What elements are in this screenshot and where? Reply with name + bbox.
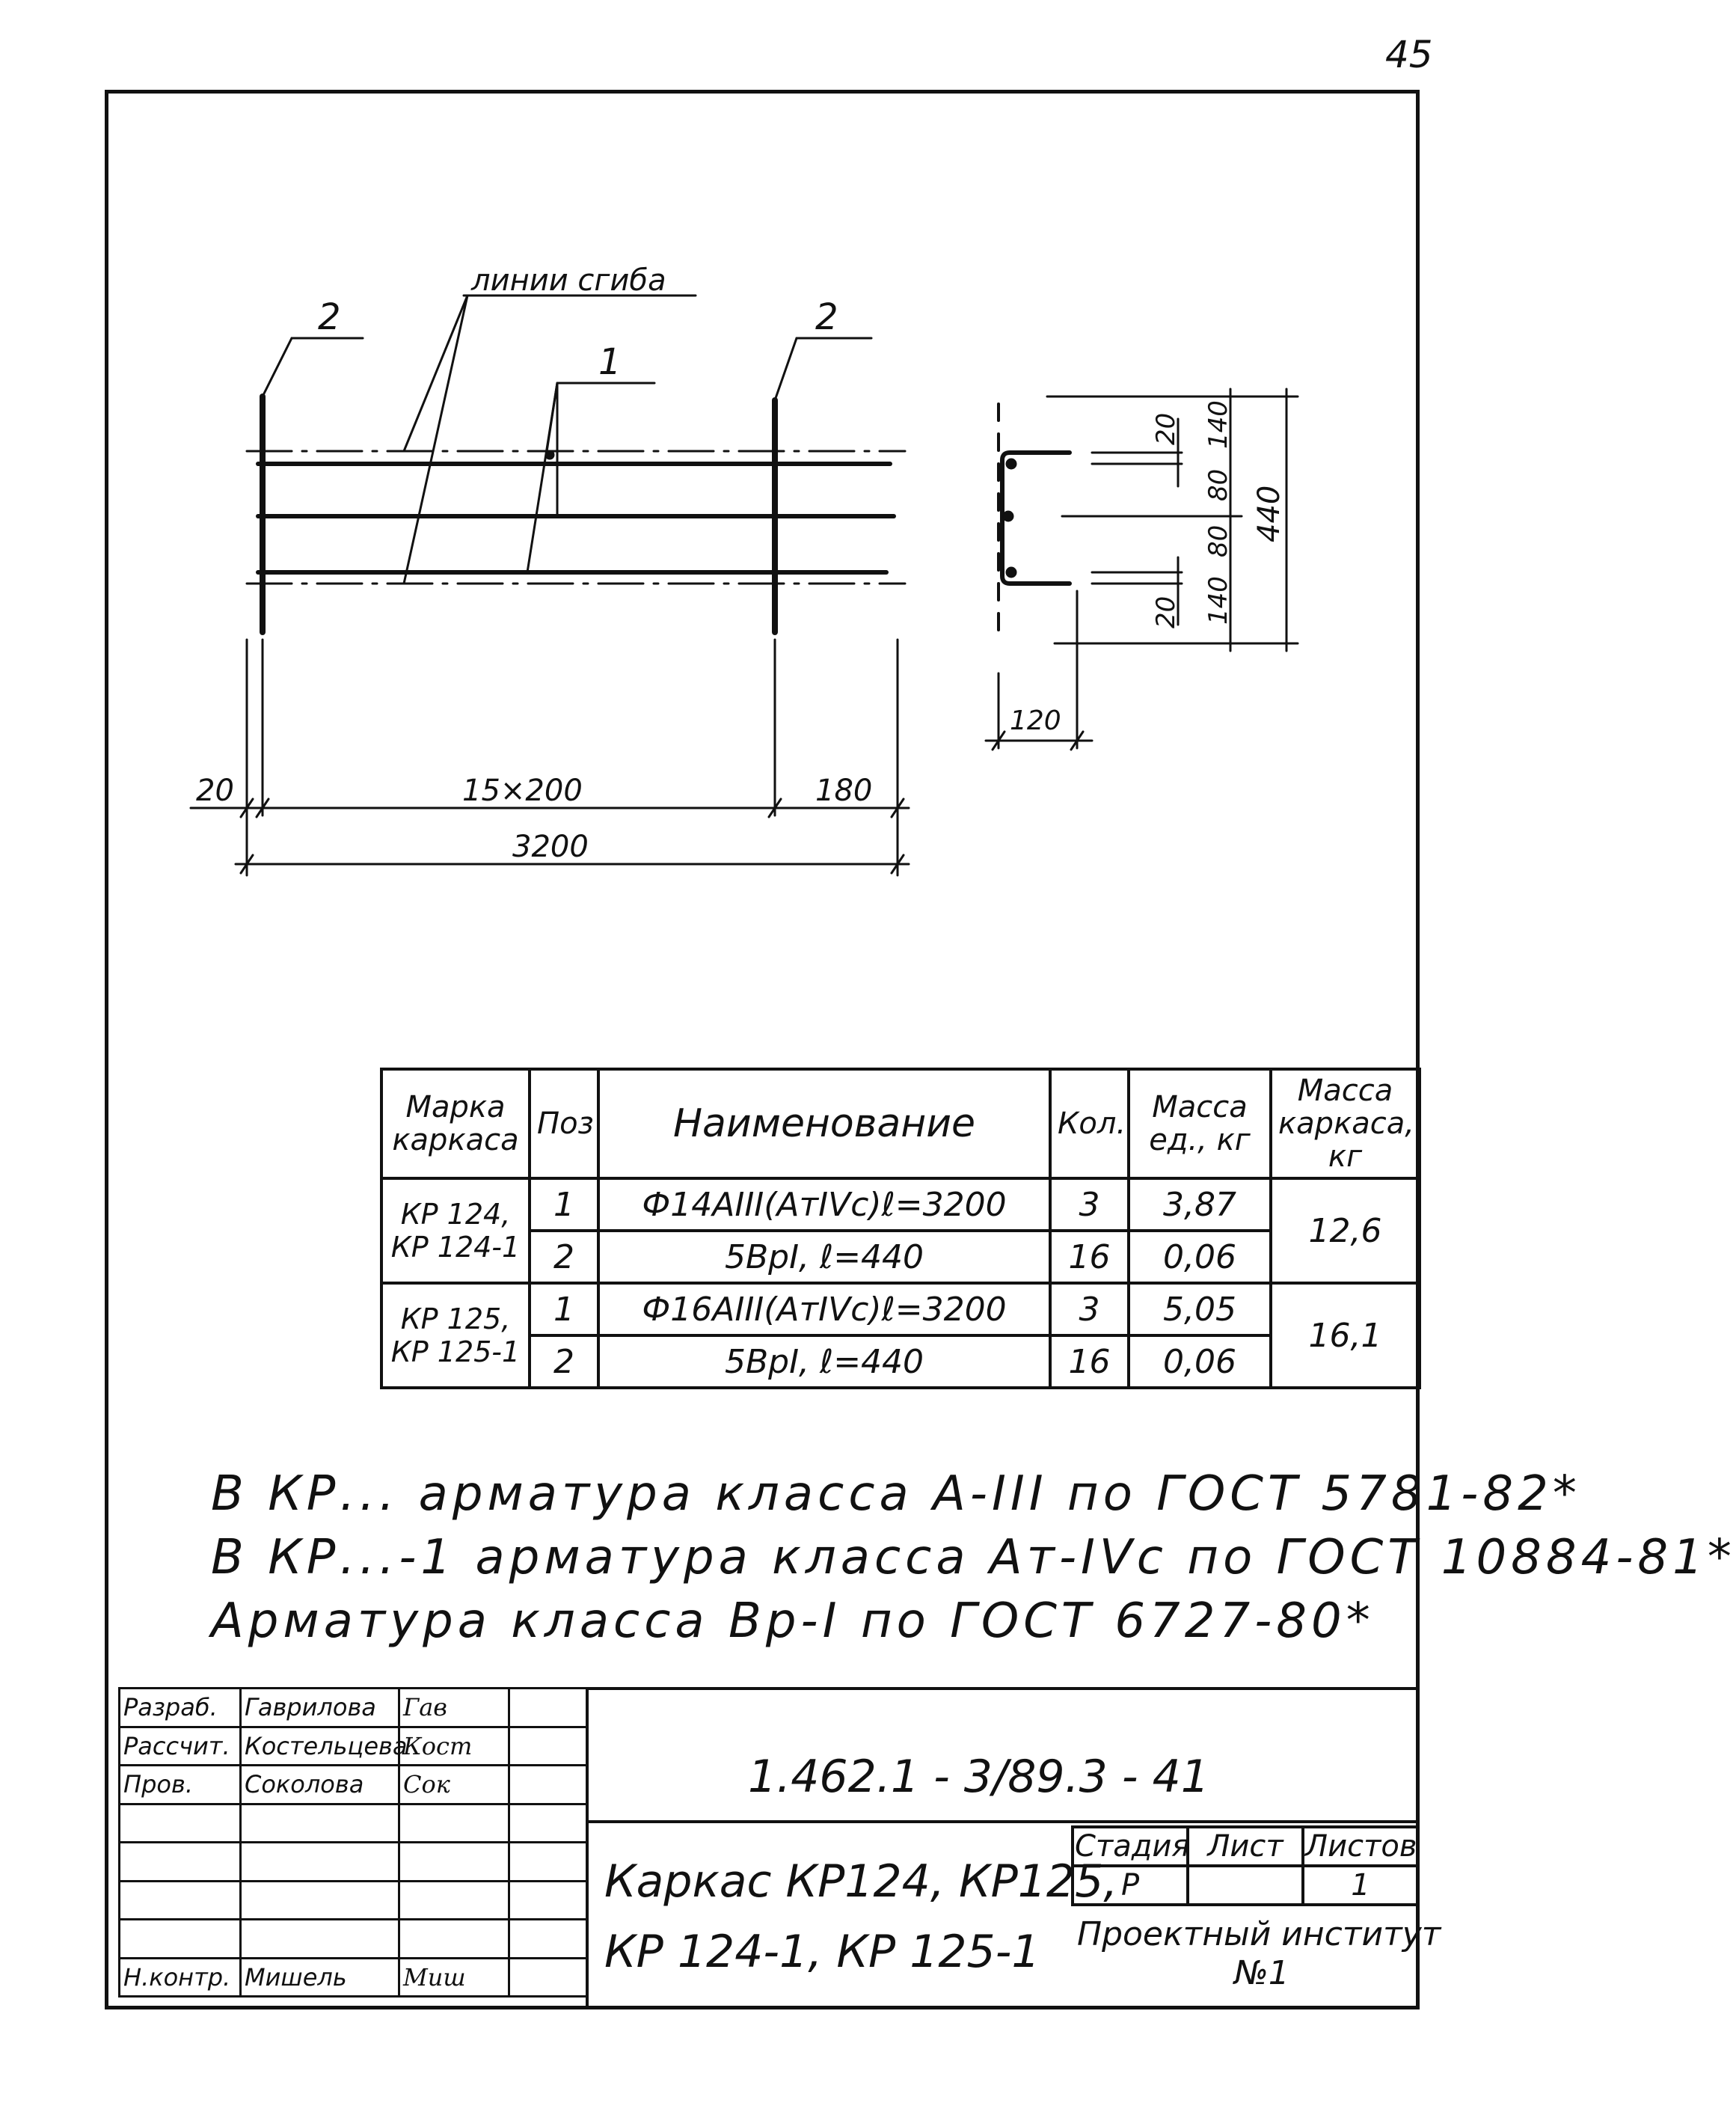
table-row — [381, 1335, 1420, 1388]
sheet-header: Лист — [1188, 1827, 1303, 1866]
cell-pos: 2 — [530, 1231, 598, 1283]
signature: Гав — [399, 1689, 509, 1727]
cell-unit-mass: 3,87 — [1129, 1178, 1271, 1231]
stage-value: Р — [1073, 1866, 1188, 1905]
table-row — [381, 1231, 1420, 1283]
table-row — [381, 1283, 1420, 1335]
signature-row — [120, 1881, 587, 1920]
cell-mark: КР 124, КР 124-1 — [381, 1178, 530, 1283]
header-mark: Марка каркаса — [381, 1069, 530, 1178]
dim-total: 3200 — [512, 830, 589, 864]
header-frame-mass: Масса каркаса, кг — [1271, 1069, 1420, 1178]
signature-row — [120, 1958, 587, 1997]
cell-name: Ф16АIII(АтIVc)ℓ=3200 — [598, 1283, 1050, 1335]
dim-right: 180 — [815, 774, 873, 808]
cell-name: Ф14АIII(АтIVc)ℓ=3200 — [598, 1178, 1050, 1231]
sheets-header: Листов — [1303, 1827, 1418, 1866]
signature: Миш — [399, 1958, 509, 1997]
table-row — [381, 1178, 1420, 1231]
callout-pos-2-left: 2 — [318, 296, 341, 338]
cell-unit-mass: 0,06 — [1129, 1335, 1271, 1388]
dim-span: 15×200 — [462, 774, 583, 808]
cell-qty: 16 — [1050, 1335, 1129, 1388]
dim-section-440: 440 — [1252, 485, 1286, 542]
callout-pos-1: 1 — [598, 341, 622, 383]
cell-pos: 1 — [530, 1283, 598, 1335]
person-name: Костельцева — [241, 1727, 399, 1766]
callout-pos-2-right: 2 — [815, 296, 838, 338]
stage-header: Стадия — [1073, 1827, 1188, 1866]
stage-sheet-table — [1071, 1825, 1420, 1906]
person-name: Соколова — [241, 1766, 399, 1804]
sheet-value — [1188, 1866, 1303, 1905]
drawing-title-line-1: Каркас КР124, КР125, — [604, 1855, 1118, 1908]
title-block-signatures — [118, 1687, 588, 1998]
signature-row — [120, 1689, 587, 1727]
signature-row — [120, 1804, 587, 1843]
dim-section-120: 120 — [1010, 705, 1061, 736]
person-name: Гаврилова — [241, 1689, 399, 1727]
cell-qty: 3 — [1050, 1283, 1129, 1335]
cell-frame-mass: 12,6 — [1271, 1178, 1420, 1283]
note-line-2: В КР...-1 арматура класса Ат-IVс по ГОСТ 10884-81* — [211, 1530, 1736, 1585]
role: Н.контр. — [120, 1958, 241, 1997]
dim-left: 20 — [196, 774, 234, 808]
cell-pos: 2 — [530, 1335, 598, 1388]
drawing-title-line-2: КР 124-1, КР 125-1 — [604, 1926, 1040, 1978]
sheets-value: 1 — [1303, 1866, 1418, 1905]
cell-name: 5ВрI, ℓ=440 — [598, 1231, 1050, 1283]
signature-row — [120, 1766, 587, 1804]
dim-section-top-20: 20 — [1151, 412, 1181, 445]
callout-bend-lines: линии сгиба — [471, 263, 666, 298]
signature: Сок — [399, 1766, 509, 1804]
cell-qty: 16 — [1050, 1231, 1129, 1283]
reinforcement-cage-drawing — [0, 0, 1512, 973]
signature-row — [120, 1727, 587, 1766]
header-qty: Кол. — [1050, 1069, 1129, 1178]
dim-section-80-top: 80 — [1203, 468, 1233, 501]
page-number: 45 — [1385, 33, 1433, 76]
role: Рассчит. — [120, 1727, 241, 1766]
note-line-1: В КР... арматура класса А-III по ГОСТ 5781-82* — [211, 1466, 1581, 1522]
document-code: 1.462.1 - 3/89.3 - 41 — [748, 1751, 1209, 1803]
role: Пров. — [120, 1766, 241, 1804]
organization-name: Проектный институт — [1077, 1915, 1441, 1953]
note-line-3: Арматура класса Вр-I по ГОСТ 6727-80* — [211, 1594, 1375, 1649]
cell-unit-mass: 0,06 — [1129, 1231, 1271, 1283]
header-unit-mass: Масса ед., кг — [1129, 1069, 1271, 1178]
header-name: Наименование — [598, 1069, 1050, 1178]
cell-pos: 1 — [530, 1178, 598, 1231]
signature-row — [120, 1920, 587, 1959]
dim-section-140-top: 140 — [1203, 400, 1233, 449]
spec-header-row — [381, 1069, 1420, 1178]
header-pos: Поз — [530, 1069, 598, 1178]
dim-section-bottom-20: 20 — [1151, 596, 1181, 628]
cell-mark: КР 125, КР 125-1 — [381, 1283, 530, 1388]
dim-section-80-bottom: 80 — [1203, 524, 1233, 557]
specification-table — [380, 1068, 1421, 1389]
organization-number: №1 — [1234, 1954, 1289, 1992]
cell-frame-mass: 16,1 — [1271, 1283, 1420, 1388]
signature-row — [120, 1843, 587, 1882]
cell-name: 5ВрI, ℓ=440 — [598, 1335, 1050, 1388]
signature: Кост — [399, 1727, 509, 1766]
role: Разраб. — [120, 1689, 241, 1727]
cell-qty: 3 — [1050, 1178, 1129, 1231]
dim-section-140-bottom: 140 — [1203, 576, 1233, 625]
cell-unit-mass: 5,05 — [1129, 1283, 1271, 1335]
person-name: Мишель — [241, 1958, 399, 1997]
